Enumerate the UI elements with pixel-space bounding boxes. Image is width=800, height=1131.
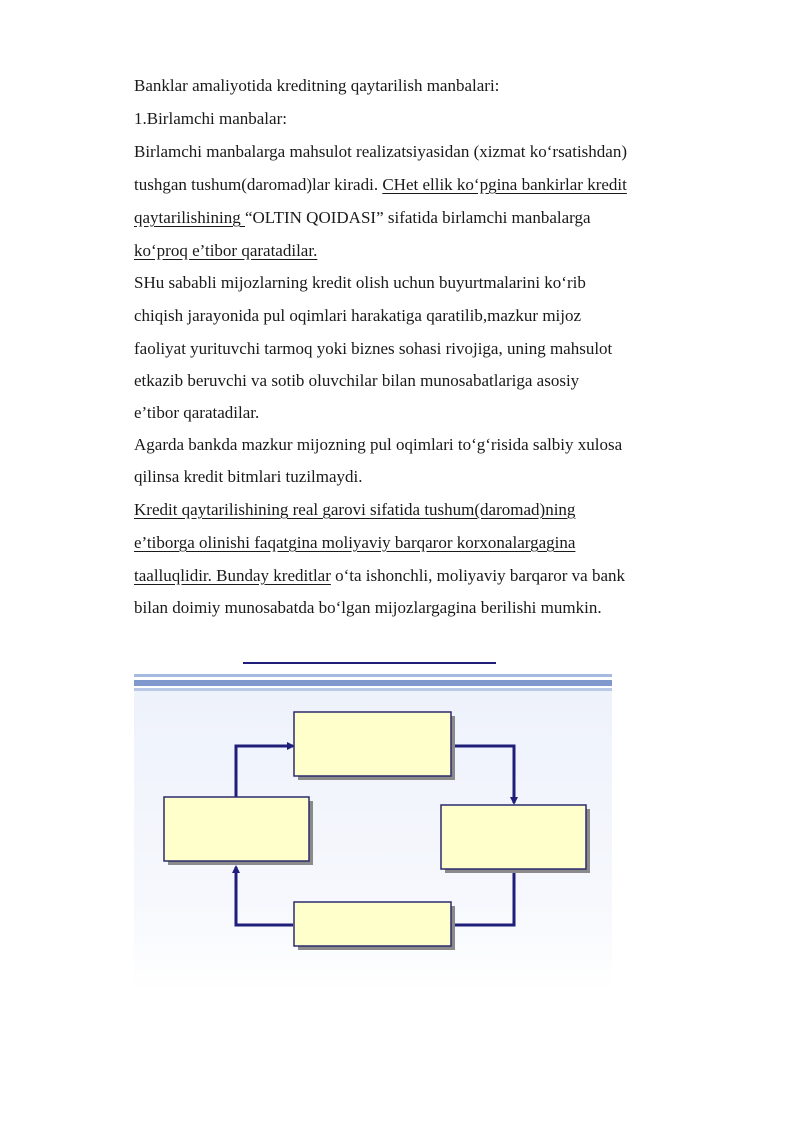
header-bar-top — [134, 674, 612, 677]
paragraph-3-line-1: Agarda bankda mazkur mijozning pul oqimlari to‘g‘risida salbiy xulosa — [134, 435, 623, 454]
subheading: 1.Birlamchi manbalar: — [134, 109, 287, 128]
paragraph-4-line-1: Kredit qaytarilishining real garovi sifatida tushum(daromad)ning — [134, 500, 576, 519]
paragraph-1-line-4: ko‘proq e’tibor qaratadilar. — [134, 241, 318, 260]
cycle-diagram — [134, 660, 612, 992]
paragraph-2-line-2: chiqish jarayonida pul oqimlari harakatiga qaratilib,mazkur mijoz — [134, 306, 582, 325]
paragraph-4-line-3 — [134, 566, 625, 586]
paragraph-4-line-4: bilan doimiy munosabatda bo‘lgan mijozlargagina berilishi mumkin. — [134, 598, 602, 617]
underlined-text: CHet ellik ko‘pgina bankirlar kredit — [382, 175, 627, 194]
paragraph-2-line-1: SHu sababli mijozlarning kredit olish uchun buyurtmalarini ko‘rib — [134, 273, 586, 292]
paragraph-3-line-2: qilinsa kredit bitmlari tuzilmaydi. — [134, 467, 363, 486]
paragraph-2-line-5: e’tibor qaratadilar. — [134, 403, 260, 422]
heading: Banklar amaliyotida kreditning qaytarilish manbalari: — [134, 76, 500, 95]
paragraph-1-line-3 — [134, 208, 591, 228]
text-run: “OLTIN QOIDASI” sifatida birlamchi manbalarga — [244, 208, 591, 227]
box-top — [294, 712, 451, 776]
paragraph-2-line-3: faoliyat yurituvchi tarmoq yoki biznes sohasi rivojiga, uning mahsulot — [134, 339, 613, 358]
text-run: o‘ta ishonchli, moliyaviy barqaror va bank — [330, 566, 625, 585]
underlined-text: taalluqlidir. Bunday kreditlar — [134, 566, 331, 585]
header-bar-bottom — [134, 688, 612, 691]
text-run: tushgan tushum(daromad)lar kiradi. — [134, 175, 383, 194]
paragraph-4-line-2: e’tiborga olinishi faqatgina moliyaviy barqaror korxonalargagina — [134, 533, 576, 552]
paragraph-2-line-4: etkazib beruvchi va sotib oluvchilar bilan munosabatlariga asosiy — [134, 371, 580, 390]
paragraph-1-line-1: Birlamchi manbalarga mahsulot realizatsiyasidan (xizmat ko‘rsatishdan) — [134, 142, 627, 161]
cycle-diagram-svg — [134, 660, 612, 992]
box-bottom — [294, 902, 451, 946]
underlined-text: qaytarilishining — [134, 208, 245, 227]
box-left — [164, 797, 309, 861]
header-bar-middle — [134, 680, 612, 686]
box-right — [441, 805, 586, 869]
paragraph-1-line-2 — [134, 175, 627, 195]
